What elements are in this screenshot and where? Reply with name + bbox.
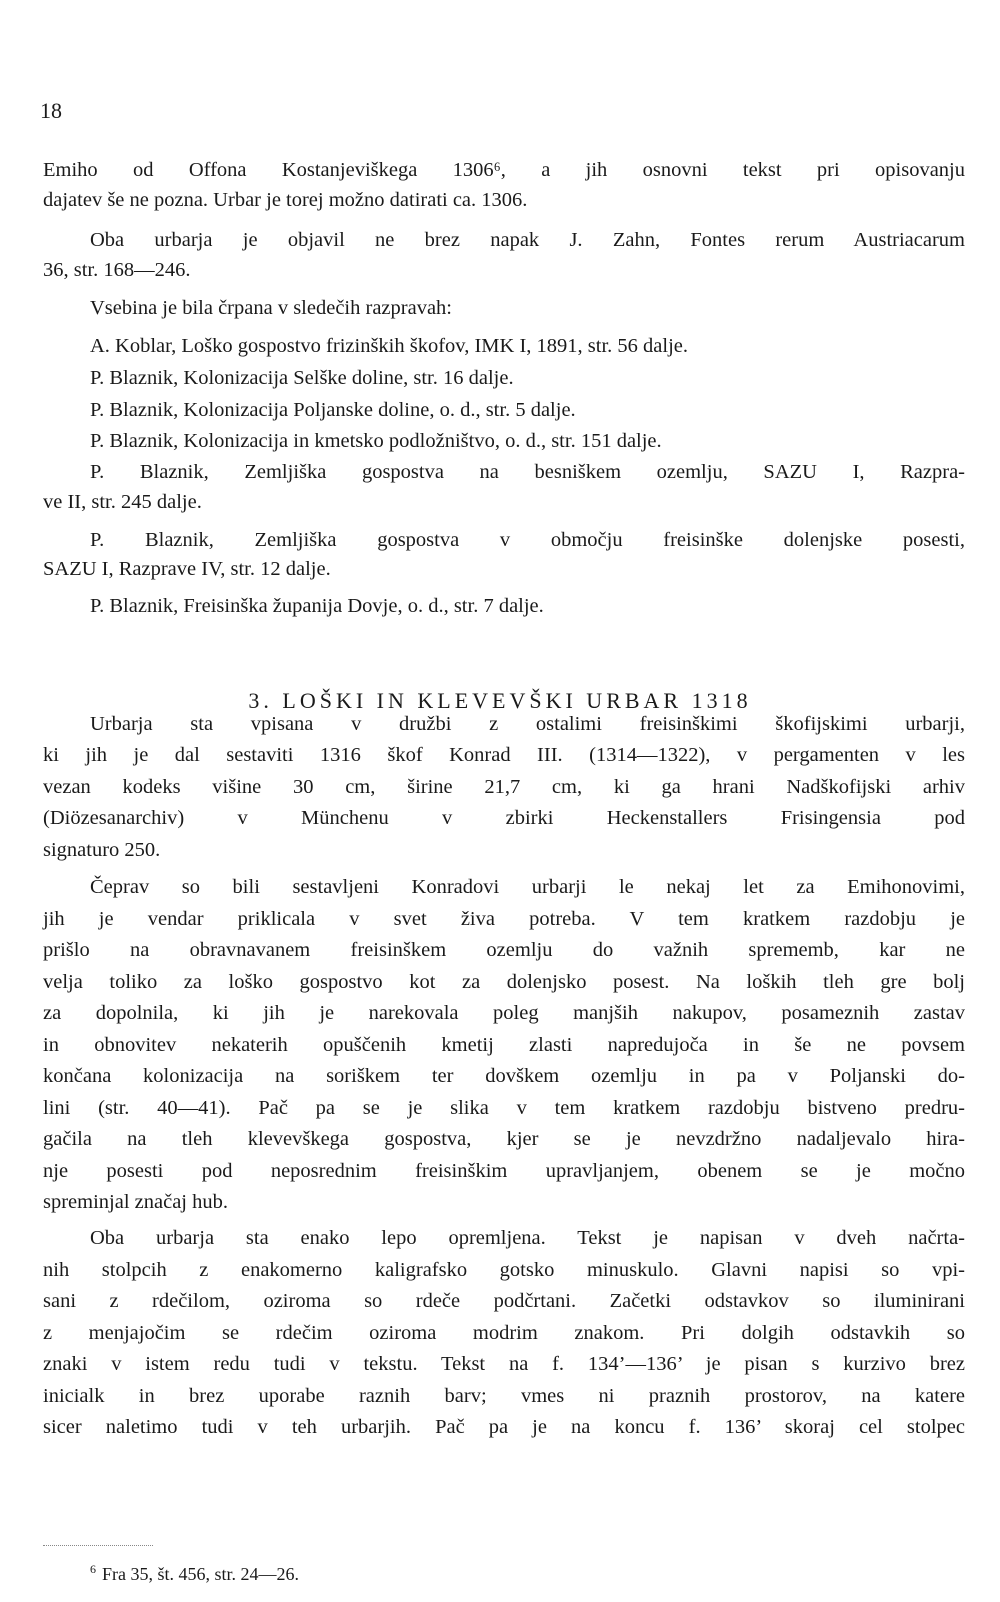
text-line: 36, str. 168—246. xyxy=(43,259,191,281)
body-line: prišlo na obravnavanem freisinškem ozemlju do važnih sprememb, kar ne xyxy=(43,939,965,961)
reference-line: P. Blaznik, Kolonizacija Selške doline, str. 16 dalje. xyxy=(90,367,514,389)
text-line: Vsebina je bila črpana v sledečih razpravah: xyxy=(90,297,452,319)
reference-line: P. Blaznik, Zemljiška gospostva v območju freisinške dolenjske posesti, xyxy=(90,529,965,551)
body-line: nih stolpcih z enakomerno kaligrafsko gotsko minuskulo. Glavni napisi so vpi- xyxy=(43,1259,965,1281)
reference-line: P. Blaznik, Zemljiška gospostva na besniškem ozemlju, SAZU I, Razpra- xyxy=(90,461,965,483)
body-line: velja toliko za loško gospostvo kot za dolenjsko posest. Na loških tleh gre bolj xyxy=(43,971,965,993)
body-line: z menjajočim se rdečim oziroma modrim znakom. Pri dolgih odstavkih so xyxy=(43,1322,965,1344)
body-line: spreminjal značaj hub. xyxy=(43,1191,229,1213)
body-line: in obnovitev nekaterih opuščenih kmetij zlasti napredujoča in še ne povsem xyxy=(43,1034,965,1056)
body-line: končana kolonizacija na soriškem ter dovškem ozemlju in pa v Poljanski do- xyxy=(43,1065,965,1087)
footnote-rule xyxy=(43,1545,153,1546)
reference-line: ve II, str. 245 dalje. xyxy=(43,491,202,513)
section-heading: 3. LOŠKI IN KLEVEVŠKI URBAR 1318 xyxy=(248,688,752,713)
body-line: vezan kodeks višine 30 cm, širine 21,7 cm, ki ga hrani Nadškofijski arhiv xyxy=(43,776,965,798)
text-line: Emiho od Offona Kostanjeviškega 1306⁶, a jih osnovni tekst pri opisovanju xyxy=(43,159,965,181)
reference-line: A. Koblar, Loško gospostvo frizinških škofov, IMK I, 1891, str. 56 dalje. xyxy=(90,335,688,357)
body-line: sicer naletimo tudi v teh urbarjih. Pač pa je na koncu f. 136’ skoraj cel stolpec xyxy=(43,1416,965,1438)
reference-line: P. Blaznik, Freisinška županija Dovje, o. d., str. 7 dalje. xyxy=(90,595,544,617)
footnote xyxy=(90,1562,299,1585)
body-line: ki jih je dal sestaviti 1316 škof Konrad III. (1314—1322), v pergamenten v les xyxy=(43,744,965,766)
body-line: sani z rdečilom, oziroma so rdeče podčrtani. Začetki odstavkov so iluminirani xyxy=(43,1290,965,1312)
reference-line: SAZU I, Razprave IV, str. 12 dalje. xyxy=(43,558,331,580)
reference-line: P. Blaznik, Kolonizacija in kmetsko podložništvo, o. d., str. 151 dalje. xyxy=(90,430,662,452)
body-line: nje posesti pod neposrednim freisinškim upravljanjem, obenem se je močno xyxy=(43,1160,965,1182)
body-line: gačila na tleh klevevškega gospostva, kjer se je nevzdržno nadaljevalo hira- xyxy=(43,1128,965,1150)
body-line: jih je vendar priklicala v svet živa potreba. V tem kratkem razdobju je xyxy=(43,908,965,930)
body-line: (Diözesanarchiv) v Münchenu v zbirki Heckenstallers Frisingensia pod xyxy=(43,807,965,829)
body-line: Urbarja sta vpisana v družbi z ostalimi freisinškimi škofijskimi urbarji, xyxy=(90,713,965,735)
footnote-text: Fra 35, št. 456, str. 24—26. xyxy=(102,1564,300,1584)
footnote-mark: 6 xyxy=(90,1562,96,1576)
page-number: 18 xyxy=(40,98,62,123)
text-line: Oba urbarja je objavil ne brez napak J. Zahn, Fontes rerum Austriacarum xyxy=(90,229,965,251)
body-line: znaki v istem redu tudi v tekstu. Tekst na f. 134’—136’ je pisan s kurzivo brez xyxy=(43,1353,965,1375)
text-line: dajatev še ne pozna. Urbar je torej možno datirati ca. 1306. xyxy=(43,189,528,211)
body-line: Čeprav so bili sestavljeni Konradovi urbarji le nekaj let za Emihonovimi, xyxy=(90,876,965,898)
body-line: signaturo 250. xyxy=(43,839,161,861)
body-line: za dopolnila, ki jih je narekovala poleg manjših nakupov, posameznih zastav xyxy=(43,1002,965,1024)
body-line: lini (str. 40—41). Pač pa se je slika v tem kratkem razdobju bistveno predru- xyxy=(43,1097,965,1119)
reference-line: P. Blaznik, Kolonizacija Poljanske doline, o. d., str. 5 dalje. xyxy=(90,399,576,421)
body-line: Oba urbarja sta enako lepo opremljena. Tekst je napisan v dveh načrta- xyxy=(90,1227,965,1249)
body-line: inicialk in brez uporabe raznih barv; vmes ni praznih prostorov, na katere xyxy=(43,1385,965,1407)
